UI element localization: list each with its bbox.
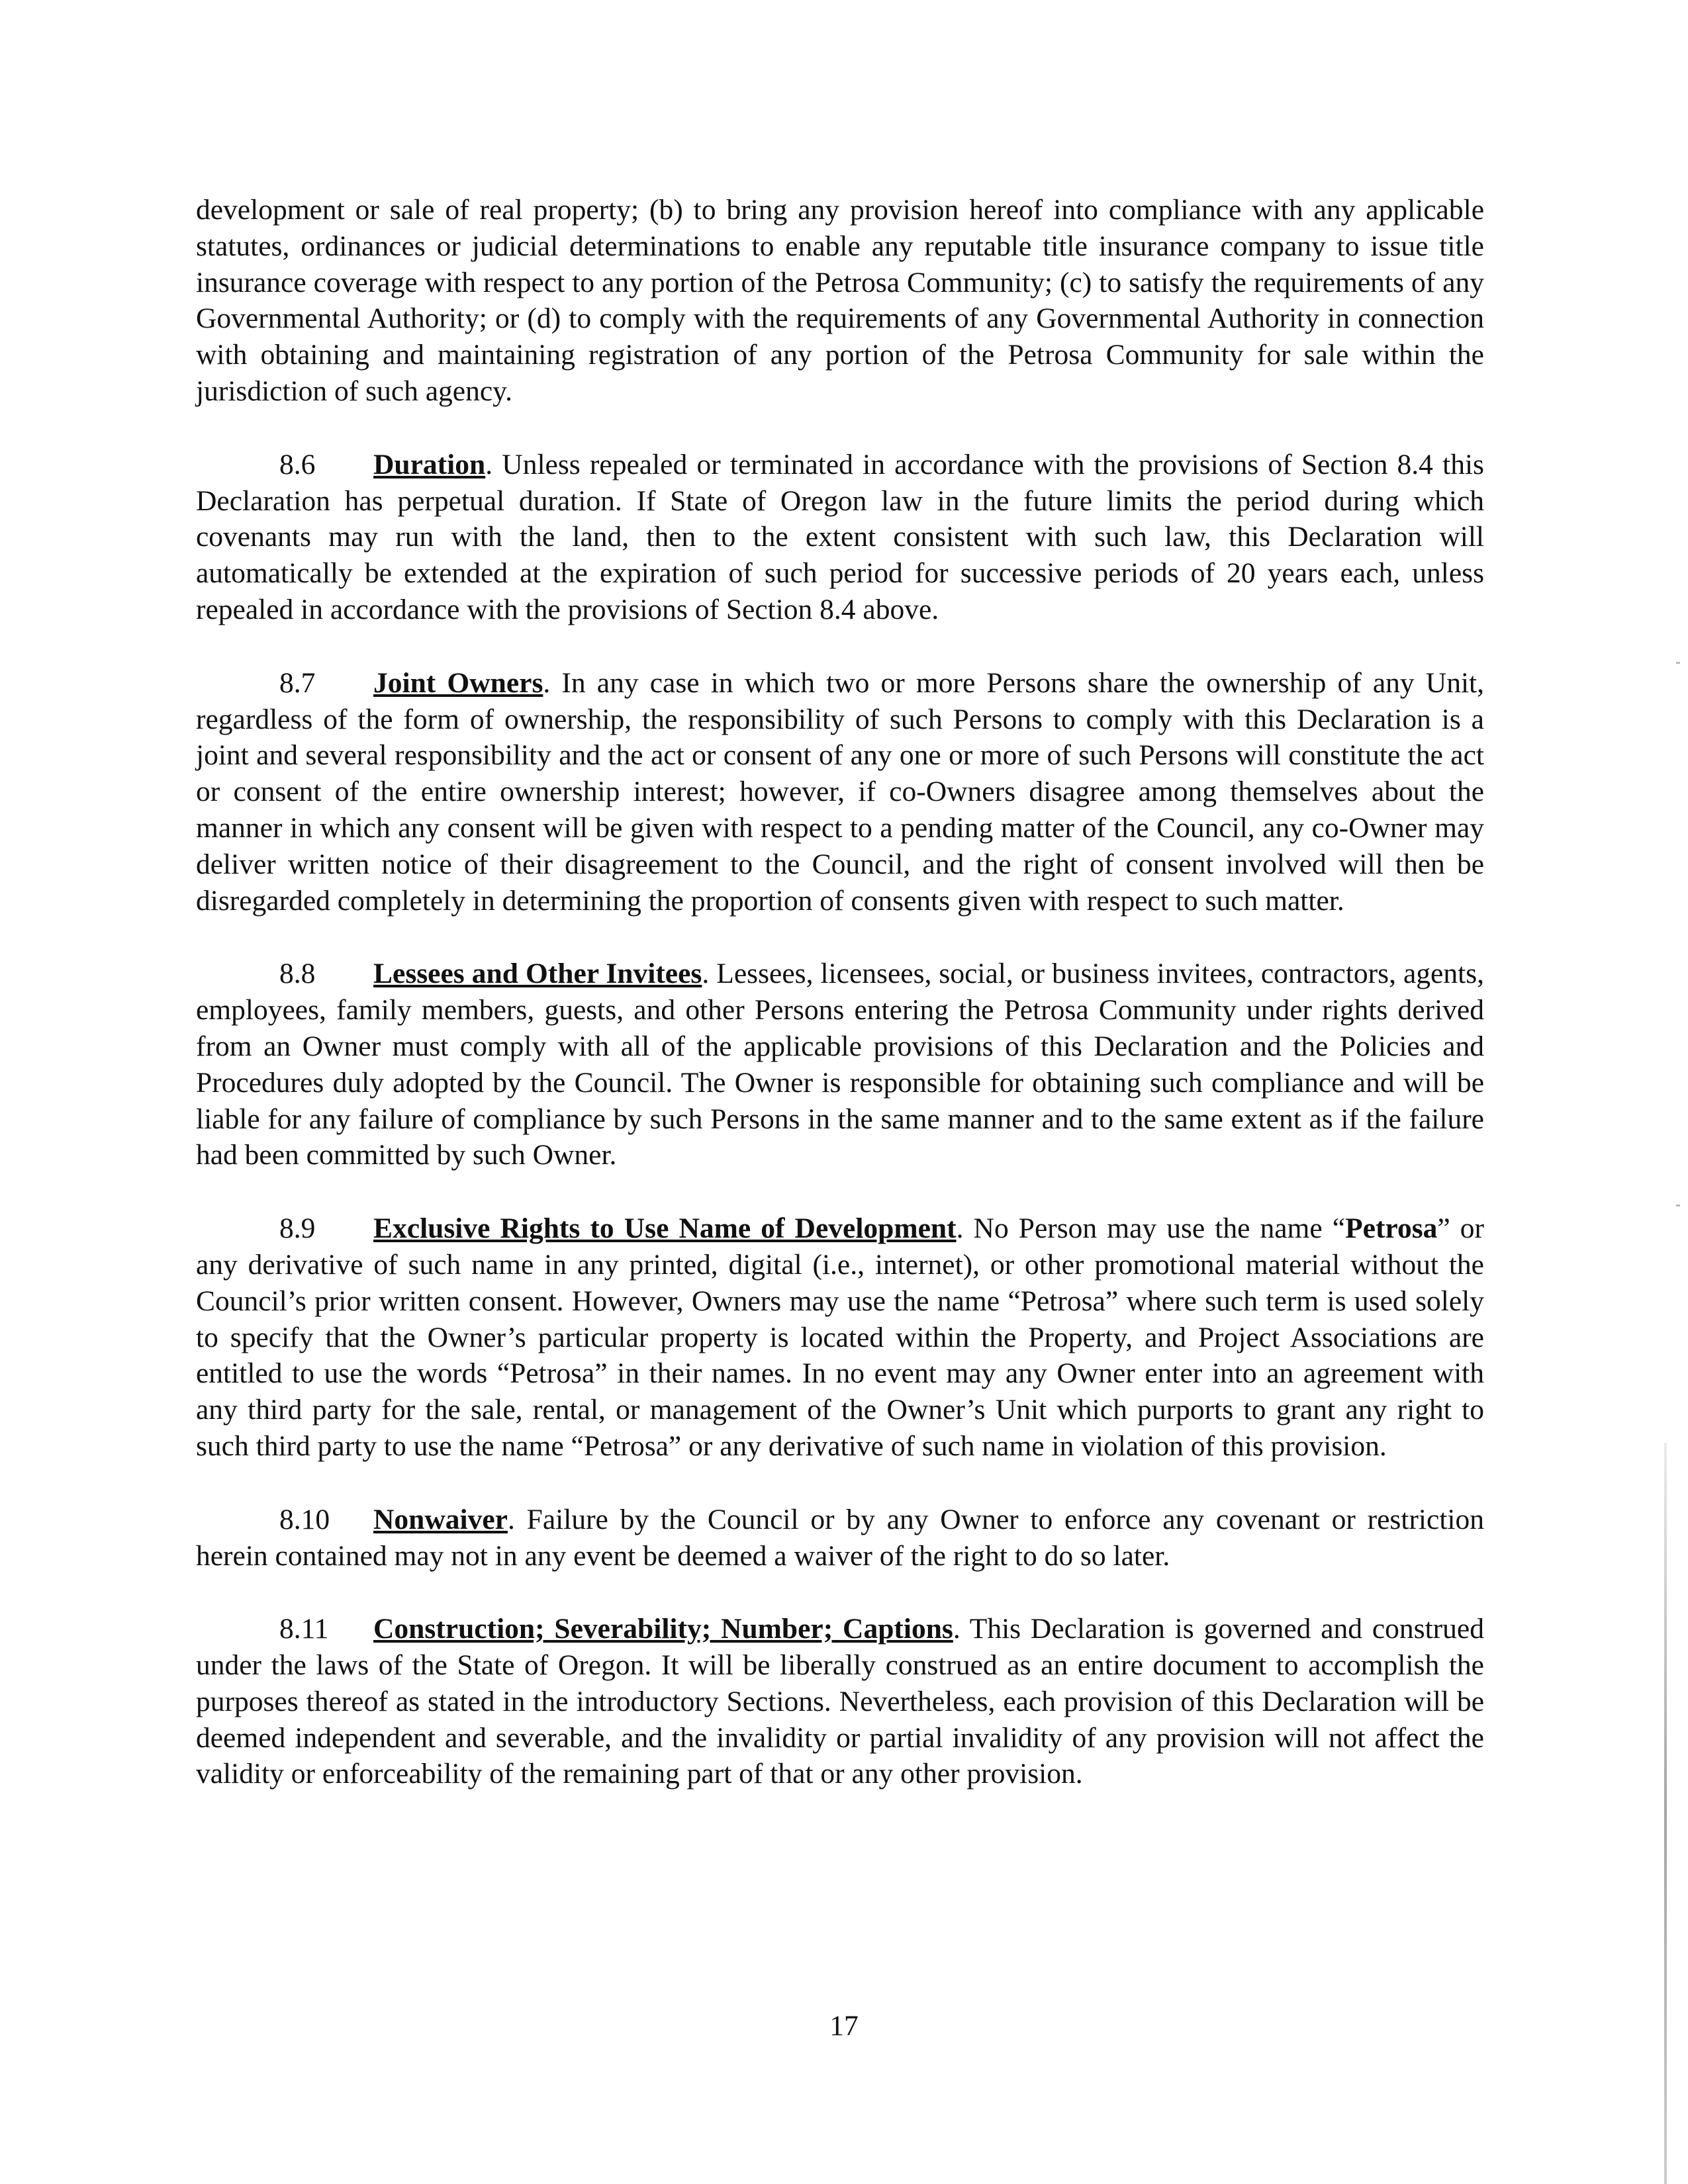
page-number: 17 bbox=[829, 2010, 859, 2042]
scan-speck bbox=[1676, 1205, 1680, 1206]
section-heading: Joint Owners bbox=[373, 666, 543, 699]
section-8-11 bbox=[196, 1611, 1484, 1792]
section-8-10 bbox=[196, 1502, 1484, 1574]
section-8-9 bbox=[196, 1210, 1484, 1465]
section-8-7 bbox=[196, 665, 1484, 919]
defined-term: Petrosa bbox=[1345, 1212, 1438, 1245]
section-8-6 bbox=[196, 447, 1484, 628]
section-number: 8.7 bbox=[279, 666, 316, 699]
section-body: . Unless repealed or terminated in accordance with the provisions of Section 8.4 this Declaration has perpetual duration. If State of Oregon law in the future limits the period during which covenants may run with the land, then to the extent consistent with such law, this Declaration will automatically be extended at the expiration of such period for successive periods of 20 years each, unless repealed in accordance with the provisions of Section 8.4 above. bbox=[196, 448, 1484, 625]
section-heading: Lessees and Other Invitees bbox=[373, 958, 702, 990]
section-body: . This Declaration is governed and construed under the laws of the State of Oregon. It will be liberally construed as an entire document to accomplish the purposes thereof as stated in the introductory Sections. Nevertheless, each provision of this Declaration will be deemed independent and severable, and the invalidity or partial invalidity of any provision will not affect the validity or enforceability of the remaining part of that or any other provision. bbox=[196, 1613, 1484, 1790]
section-body-continued: ” or any derivative of such name in any printed, digital (i.e., internet), or other promotional material without the Council’s prior written consent. However, Owners may use the name “Petrosa” where such term is used solely to specify that the Owner’s particular property is located within the Property, and Project Associations are entitled to use the words “Petrosa” in their names. In no event may any Owner enter into an agreement with any third party for the sale, rental, or management of the Owner’s Unit which purports to grant any right to such third party to use the name “Petrosa” or any derivative of such name in violation of this provision. bbox=[196, 1212, 1485, 1462]
section-body: . Failure by the Council or by any Owner to enforce any covenant or restriction herein contained may not in any event be deemed a waiver of the right to do so later. bbox=[196, 1503, 1484, 1572]
section-number: 8.9 bbox=[279, 1212, 316, 1245]
section-body: . Lessees, licensees, social, or business invitees, contractors, agents, employees, family members, guests, and other Persons entering the Petrosa Community under rights derived from an Owner must comply with all of the applicable provisions of this Declaration and the Policies and Procedures duly adopted by the Council. The Owner is responsible for obtaining such compliance and will be liable for any failure of compliance by such Persons in the same manner and to the same extent as if the failure had been committed by such Owner. bbox=[196, 958, 1485, 1171]
intro-paragraph: development or sale of real property; (b) to bring any provision hereof into compliance with any applicable statutes, ordinances or judicial determinations to enable any reputable title insurance company to issue title insurance coverage with respect to any portion of the Petrosa Community; (c) to satisfy the requirements of any Governmental Authority; or (d) to comply with the requirements of any Governmental Authority in connection with obtaining and maintaining registration of any portion of the Petrosa Community for sale within the jurisdiction of such agency. bbox=[196, 194, 1484, 407]
section-heading: Nonwaiver bbox=[373, 1503, 508, 1535]
section-8-8 bbox=[196, 956, 1484, 1173]
document-page bbox=[196, 192, 1484, 1792]
section-body: . In any case in which two or more Persons share the ownership of any Unit, regardless of the form of ownership, the responsibility of such Persons to comply with this Declaration is a joint and several responsibility and the act or consent of any one or more of such Persons will constitute the act or consent of the entire ownership interest; however, if co-Owners disagree among themselves about the manner in which any consent will be given with respect to a pending matter of the Council, any co-Owner may deliver written notice of their disagreement to the Council, and the right of consent involved will then be disregarded completely in determining the proportion of consents given with respect to such matter. bbox=[196, 666, 1484, 917]
section-heading: Construction; Severability; Number; Captions bbox=[373, 1613, 953, 1645]
scan-edge-artifact bbox=[1664, 1443, 1667, 2184]
section-number: 8.6 bbox=[279, 448, 316, 480]
section-number: 8.10 bbox=[279, 1503, 330, 1535]
section-heading: Duration bbox=[373, 448, 486, 480]
scan-speck bbox=[1676, 662, 1680, 664]
section-number: 8.11 bbox=[279, 1613, 329, 1645]
section-body: . No Person may use the name “ bbox=[956, 1212, 1346, 1245]
section-heading: Exclusive Rights to Use Name of Development bbox=[373, 1212, 957, 1245]
section-number: 8.8 bbox=[279, 958, 316, 990]
